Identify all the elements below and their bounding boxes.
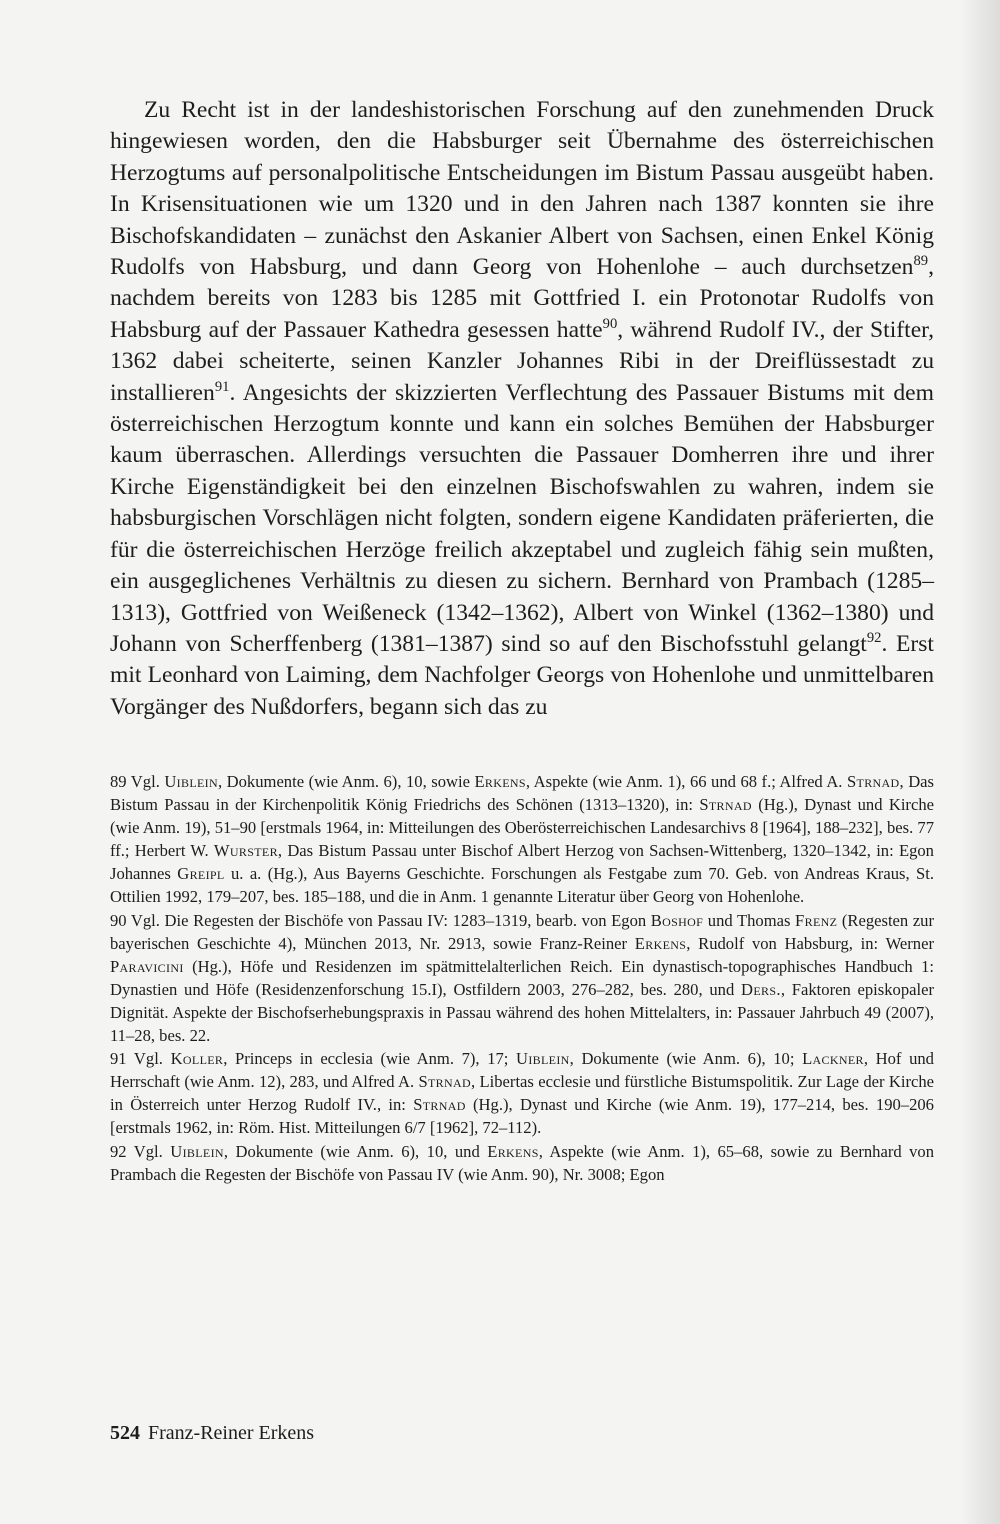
footnote-92: 92 Vgl. Uiblein, Dokumente (wie Anm. 6), 10, und Erkens, Aspekte (wie Anm. 1), 65–68, sowie zu Bernhard von Prambach die Regesten der Bischöfe von Passau IV (wie Anm. 90), Nr. 3008; Egon: [110, 1141, 934, 1184]
footnote-89: 89 Vgl. Uiblein, Dokumente (wie Anm. 6), 10, sowie Erkens, Aspekte (wie Anm. 1), 66 und 68 f.; Alfred A. Strnad, Das Bistum Passau in der Kirchenpolitik König Friedrichs des Schönen (1313–1320), in: Strnad (Hg.), Dynast und Kirche (wie Anm. 19), 51–90 [erstmals 1964, in: Mitteilungen des Oberösterreichischen Landesarchivs 8 [1964], 188–232], bes. 77 ff.; Herbert W. Wurster, Das Bistum Passau unter Bischof Albert Herzog von Sachsen-Wittenberg, 1320–1342, in: Egon Johannes Greipl u. a. (Hg.), Aus Bayerns Geschichte. Forschungen als Festgabe zum 70. Geb. von Andreas Kraus, St. Ottilien 1992, 179–207, bes. 185–188, und die in Anm. 1 genannte Literatur über Georg von Hohenlohe.: [110, 772, 934, 907]
body-paragraph: Zu Recht ist in der landeshistorischen Forschung auf den zunehmenden Druck hingewiesen worden, den die Habsburger seit Übernahme des österreichischen Herzogtums auf personalpolitische Entscheidungen im Bistum Passau ausgeübt haben. In Krisensituationen wie um 1320 und in den Jahren nach 1387 konnten sie ihre Bischofskandidaten – zunächst den Askanier Albert von Sachsen, einen Enkel König Rudolfs von Habsburg, und dann Georg von Hohenlohe – auch durchsetzen$^{89}$, nachdem bereits von 1283 bis 1285 mit Gottfried I. ein Protonotar Rudolfs von Habsburg auf der Passauer Kathedra gesessen hatte$^{90}$, während Rudolf IV., der Stifter, 1362 dabei scheiterte, seinen Kanzler Johannes Ribi in der Dreiflüssestadt zu installieren$^{91}$. Angesichts der skizzierten Verflechtung des Passauer Bistums mit dem österreichischen Herzogtum konnte und kann ein solches Bemühen der Habsburger kaum überraschen. Allerdings versuchten die Passauer Domherren ihre und ihrer Kirche Eigenständigkeit bei den einzelnen Bischofswahlen zu wahren, indem sie habsburgischen Vorschlägen nicht folgten, sondern eigene Kandidaten präferierten, die für die österreichischen Herzöge freilich akzeptabel und zugleich fähig sein mußten, ein ausgeglichenes Verhältnis zu diesen zu sichern. Bernhard von Prambach (1285–1313), Gottfried von Weißeneck (1342–1362), Albert von Winkel (1362–1380) und Johann von Scherffenberg (1381–1387) sind so auf den Bischofsstuhl gelangt$^{92}$. Erst mit Leonhard von Laiming, dem Nachfolger Georgs von Hohenlohe und unmittelbaren Vorgänger des Nußdorfers, begann sich das zu: [110, 97, 934, 720]
page-footer: [110, 1422, 314, 1445]
footnotes-section: [110, 770, 934, 1186]
footnote-91: 91 Vgl. Koller, Princeps in ecclesia (wie Anm. 7), 17; Uiblein, Dokumente (wie Anm. 6), 10; Lackner, Hof und Herrschaft (wie Anm. 12), 283, und Alfred A. Strnad, Libertas ecclesie und fürstliche Bistumspolitik. Zur Lage der Kirche in Österreich unter Herzog Rudolf IV., in: Strnad (Hg.), Dynast und Kirche (wie Anm. 19), 177–214, bes. 190–206 [erstmals 1962, in: Röm. Hist. Mitteilungen 6/7 [1962], 72–112).: [110, 1049, 934, 1138]
footnote-90: 90 Vgl. Die Regesten der Bischöfe von Passau IV: 1283–1319, bearb. von Egon Boshof und Thomas Frenz (Regesten zur bayerischen Geschichte 4), München 2013, Nr. 2913, sowie Franz-Reiner Erkens, Rudolf von Habsburg, in: Werner Paravicini (Hg.), Höfe und Residenzen im spätmittelalterlichen Reich. Ein dynastisch-topographisches Handbuch 1: Dynastien und Höfe (Residenzenforschung 15.I), Ostfildern 2003, 276–282, bes. 280, und Ders., Faktoren episkopaler Dignität. Aspekte der Bischofserhebungspraxis in Passau während des hohen Mittelalters, in: Passauer Jahrbuch 49 (2007), 11–28, bes. 22.: [110, 910, 935, 1046]
page-gutter-shadow: [960, 0, 1000, 1524]
running-footer-author: Franz-Reiner Erkens: [148, 1422, 315, 1444]
main-body-text: [110, 95, 934, 723]
footnote-ref-92[interactable]: 92: [866, 630, 882, 647]
footnote-ref-91[interactable]: 91: [214, 378, 230, 395]
page-number: 524: [110, 1422, 140, 1444]
footnote-ref-90[interactable]: 90: [602, 315, 618, 332]
footnote-ref-89[interactable]: 89: [913, 253, 929, 270]
